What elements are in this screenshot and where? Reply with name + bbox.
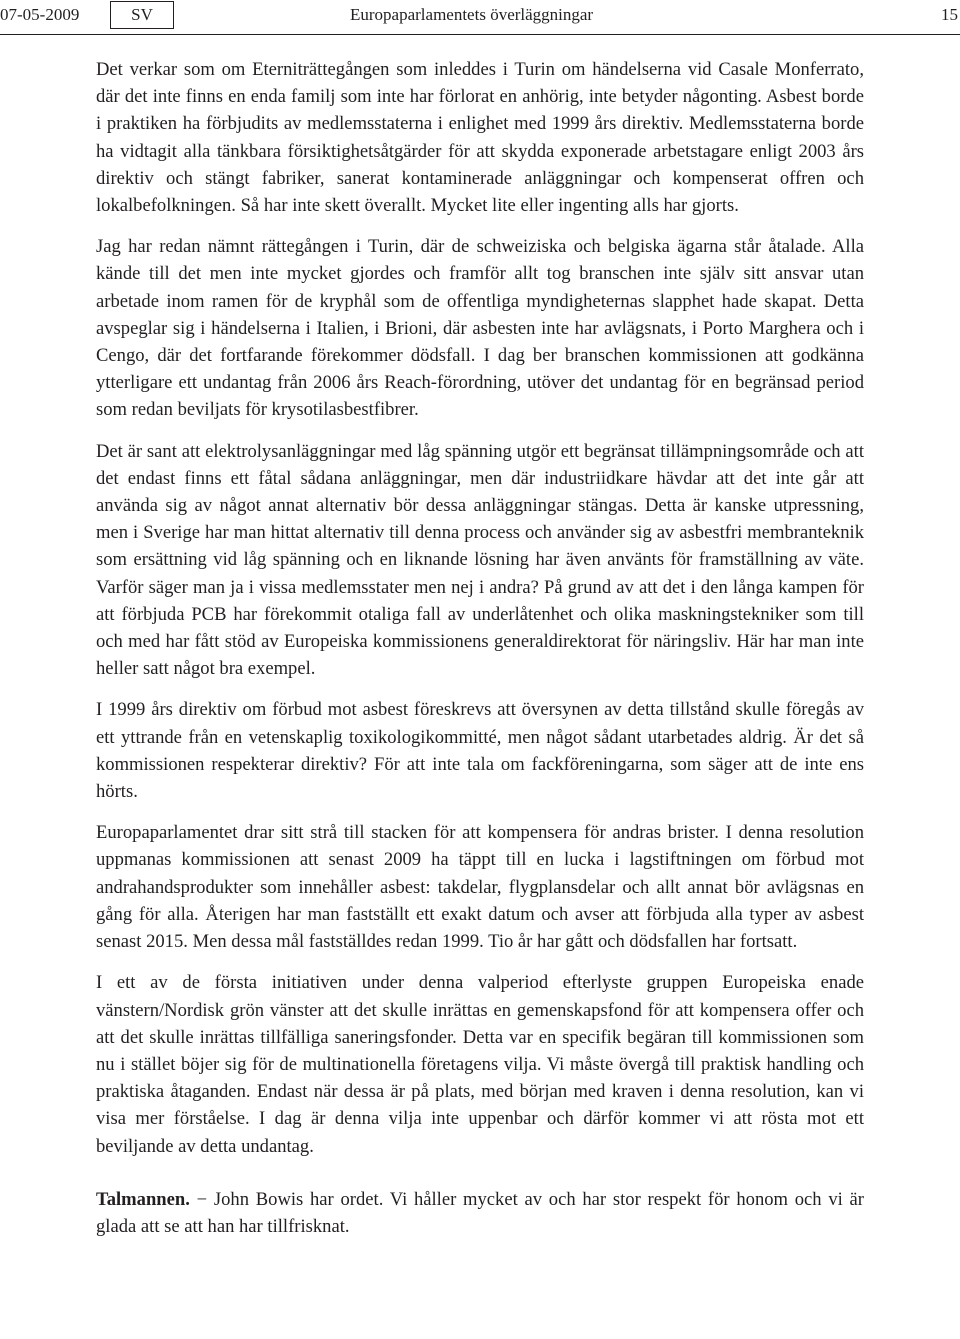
paragraph-6: I ett av de första initiativen under denna valperiod efterlyste gruppen Europeiska enade vänstern/Nordisk grön vänster att det skulle inrättas en gemenskapsfond för att kompensera offer och att det skulle inrättas tillfälliga saneringsfonder. Detta var en specifik begäran till kommissionen som nu i stället böjer sig för de multinationella företagens vilja. Vi måste övergå till praktisk handling och praktiska åtaganden. Endast när dessa är på plats, med början med kraven i denna resolution, kan vi visa mer förståelse. I dag är denna vilja inte uppenbar och därför kommer vi att rösta mot ett beviljande av detta undantag.: [96, 972, 864, 1157]
header-date: 07-05-2009: [0, 5, 80, 24]
closing-paragraph: [96, 1186, 864, 1240]
paragraph-3: Det är sant att elektrolysanläggningar med låg spänning utgör ett begränsat tillämpningsområde och att det endast finns ett fåtal sådana anläggningar, men där industriidkare hävdar att det inte går att använda sig av något annat alternativ bör dessa anläggningar stängas. Detta är kanske utpressning, men i Sverige har man hittat alternativ till denna process och använder sig av asbestfri membranteknik som ersättning vid låg spänning och en liknande lösning har även använts för framställning av väte. Varför säger man ja i vissa medlemsstater men nej i andra? På grund av att det i den långa kampen för att förbjuda PCB har förekommit otaliga fall av underlåtenhet och olika maskningstekniker som till och med har fått stöd av Europeiska kommissionens generaldirektorat för näringsliv. Här har man inte heller satt något bra exempel.: [96, 440, 864, 680]
speaker-name: Talmannen.: [96, 1188, 190, 1210]
publication-title: Europaparlamentets överläggningar: [350, 5, 594, 24]
page-number: 15: [941, 5, 958, 24]
document-body: [96, 56, 864, 1254]
closing-text: John Bowis har ordet. Vi håller mycket av och har stor respekt för honom och vi är glada att se att han har tillfrisknat.: [96, 1188, 864, 1237]
page-header: [0, 0, 960, 36]
paragraph-2: Jag har redan nämnt rättegången i Turin, där de schweiziska och belgiska ägarna står åtalade. Alla kände till det men inte mycket gjordes och framför allt tog branschen inte själv sitt ansvar utan arbetade inom ramen för de kryphål som de offentliga myndigheternas slapphet hade skapat. Detta avspeglar sig i händelserna i Italien, i Brioni, där asbesten inte har avlägsnats, i Porto Marghera och i Cengo, där det fortfarande förekommer dödsfall. I dag ber branschen kommissionen att godkänna ytterligare ett undantag från 2006 års Reach-förordning, utöver det undantag för en begränsad period som redan beviljats för krysotilasbestfibrer.: [96, 236, 864, 421]
header-rule: [0, 34, 960, 35]
language-badge: SV: [110, 1, 174, 29]
speaker-dash: −: [196, 1188, 208, 1210]
paragraph-4: I 1999 års direktiv om förbud mot asbest föreskrevs att översynen av detta tillstånd skulle föregås av ett yttrande från en vetenskaplig toxikologikommitté, men något sådant utarbetades aldrig. Är det så kommissionen respekterar direktiv? För att inte tala om fackföreningarna, som säger att de inte ens hörts.: [96, 699, 864, 803]
paragraph-5: Europaparlamentet drar sitt strå till stacken för att kompensera för andras brister. I denna resolution uppmanas kommissionen att senast 2009 ha täppt till en lucka i lagstiftningen om förbud mot andrahandsprodukter som innehåller asbest: takdelar, flygplansdelar och allt annat bör avlägsnas en gång för alla. Återigen har man fastställt ett exakt datum och avser att förbjuda alla typer av asbest senast 2015. Men dessa mål fastställdes redan 1999. Tio år har gått och dödsfallen har fortsatt.: [96, 822, 864, 953]
paragraph-1: Det verkar som om Eterniträttegången som inleddes i Turin om händelserna vid Casale Monferrato, där det inte finns en enda familj som inte har förlorat en anhörig, inte betyder någonting. Asbest borde i praktiken ha förbjudits av medlemsstaterna i enlighet med 1999 års direktiv. Medlemsstaterna borde ha vidtagit alla tänkbara försiktighetsåtgärder för att skydda exponerade arbetstagare enligt 2003 års direktiv och stängt fabriker, sanerat kontaminerade anläggningar och kompenserat offren och lokalbefolkningen. Så har inte skett överallt. Mycket lite eller ingenting alls har gjorts.: [96, 59, 864, 217]
